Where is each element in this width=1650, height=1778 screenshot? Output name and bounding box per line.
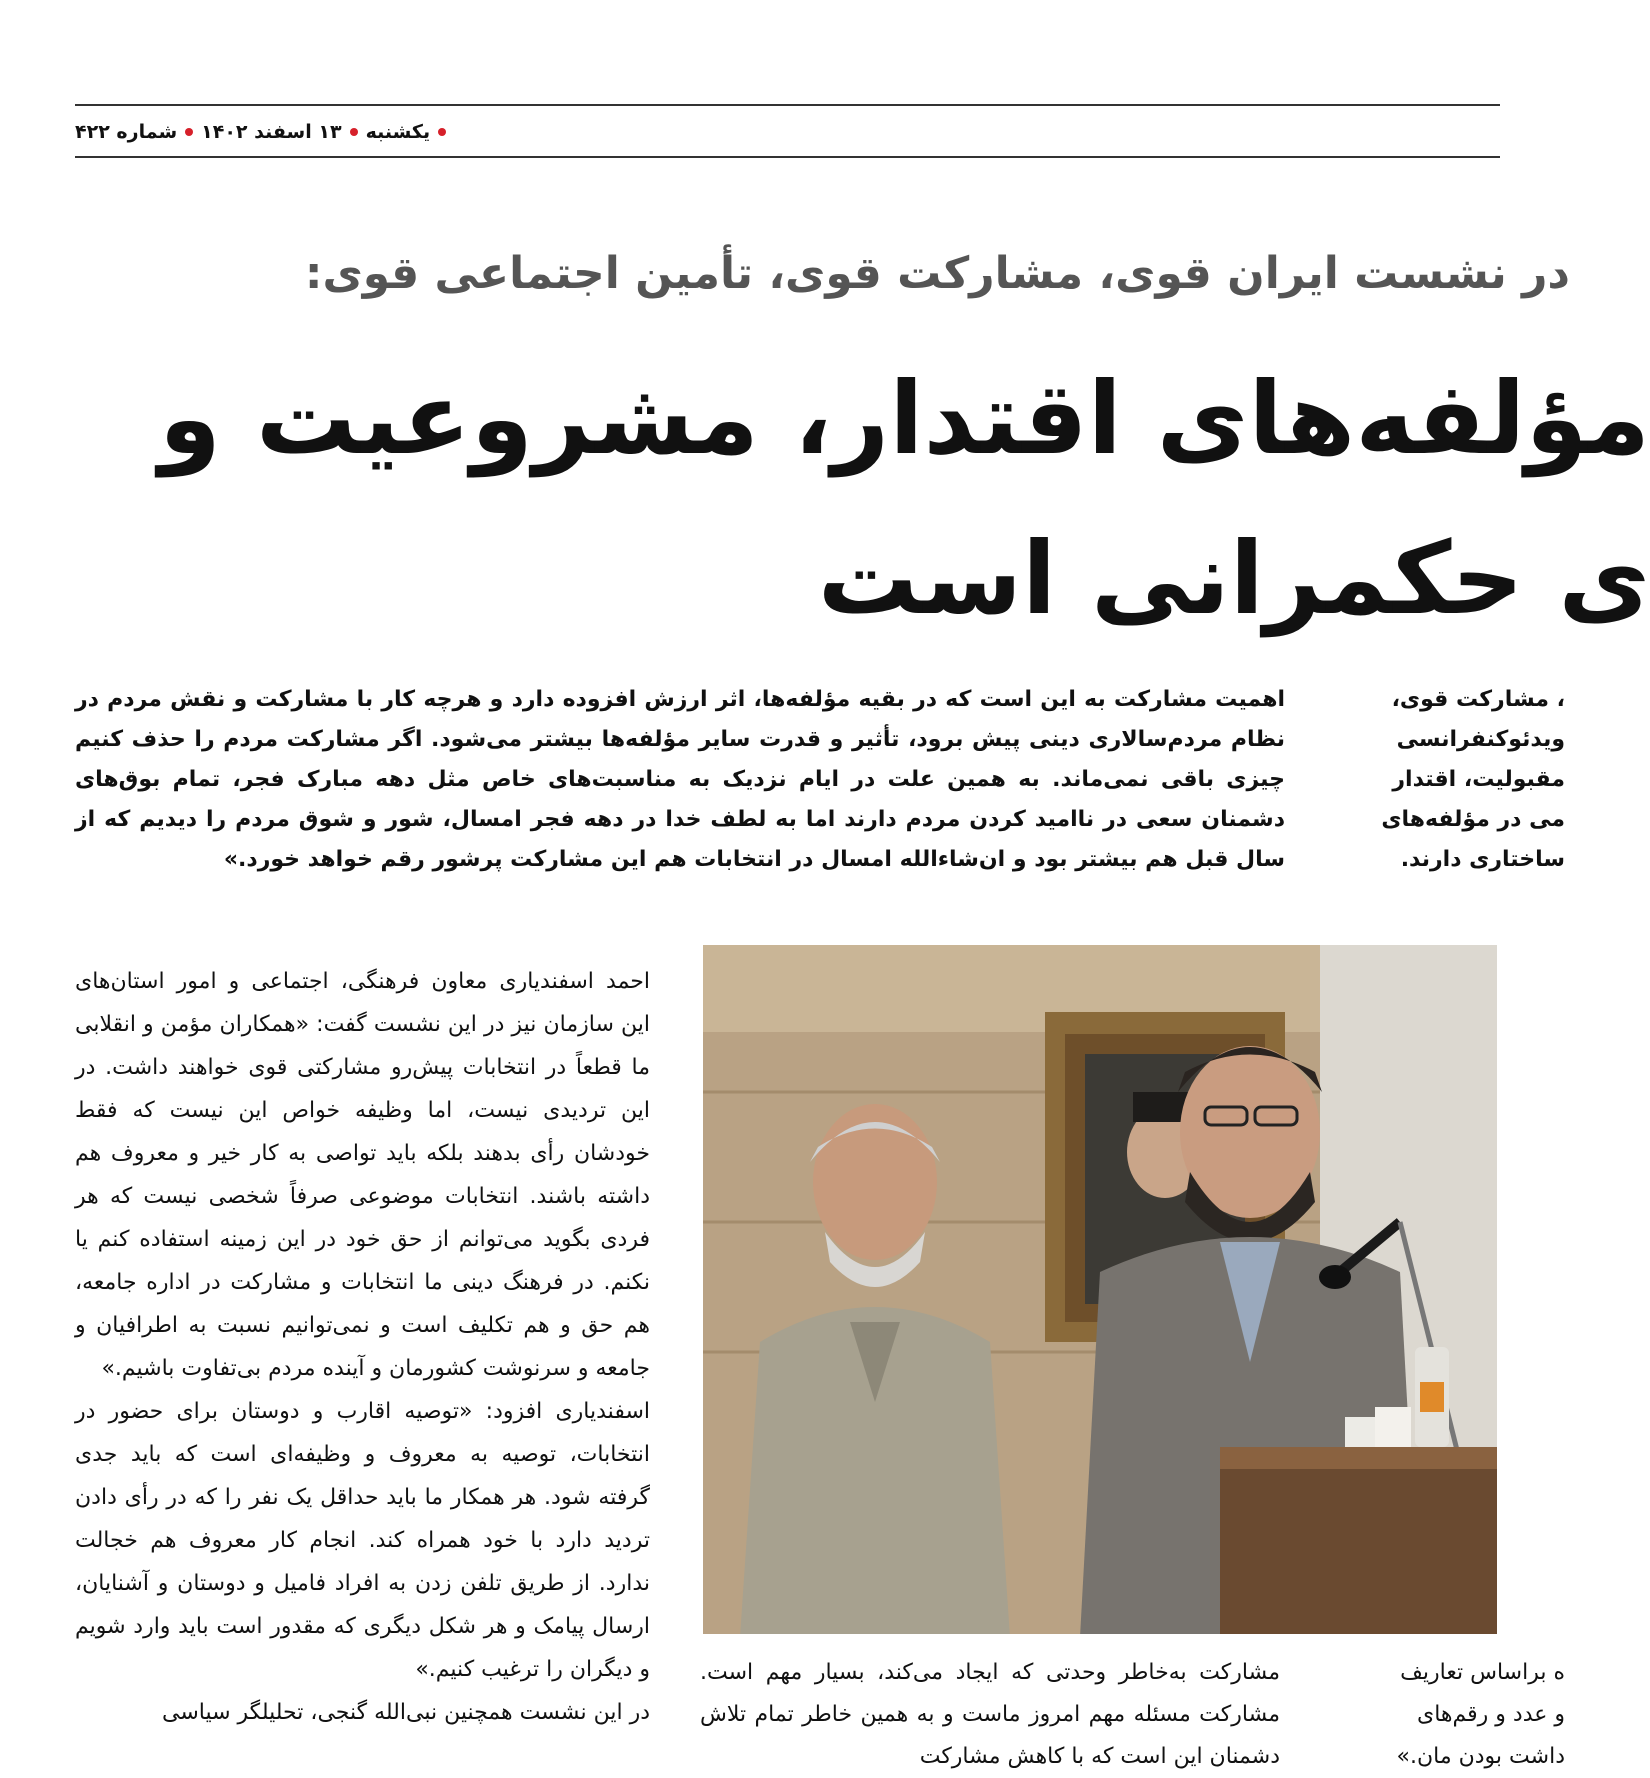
dateline-date: ۱۳ اسفند ۱۴۰۲ bbox=[201, 121, 342, 143]
speaker-photo-illustration bbox=[700, 942, 1500, 1637]
body-paragraph: احمد اسفندیاری معاون فرهنگی، اجتماعی و امور استان‌های این سازمان نیز در این نشست گفت: «همکاران مؤمن و انقلابی ما قطعاً در انتخابات پیش‌رو مشارکتی قوی خواهند داشت. در این تردیدی نیست، اما وظیفه خواص این نیست که فقط خودشان رأی بدهند بلکه باید تواصی به کار خیر و معروف هم داشته باشند. انتخابات موضوعی صرفاً شخصی نیست که هر فردی بگوید می‌توانم از حق خود در این زمینه استفاده کنم یا نکنم. در فرهنگ دینی ما انتخابات و مشارکت در اداره جامعه، هم حق و هم تکلیف است و نمی‌توانیم نسبت به اطرافیان و جامعه و سرنوشت کشورمان و آینده مردم بی‌تفاوت باشیم.» bbox=[75, 969, 650, 1381]
lead-side-line: ، مشارکت قوی، bbox=[1391, 687, 1565, 712]
dateline-day: یکشنبه bbox=[365, 121, 431, 143]
red-bullet-icon bbox=[438, 128, 446, 136]
bottom-side-line: ه براساس تعاریف bbox=[1400, 1660, 1565, 1685]
lead-paragraph: اهمیت مشارکت به این است که در بقیه مؤلفه‌ها، اثر ارزش افزوده دارد و هرچه کار با مشارکت و نقش مردم در نظام مردم‌سالاری دینی پیش برود، تأثیر و قدرت سایر مؤلفه‌ها بیشتر می‌شود. اگر مشارکت مردم را حذف کنیم چیزی باقی نمی‌ماند. به همین علت در ایام نزدیک به مناسبت‌های خاص مثل دهه مبارک فجر، تمام بوق‌های دشمنان سعی در ناامید کردن مردم دارند اما به لطف خدا در دهه فجر امسال، شور و شوق مردم را دیدیم که از سال قبل هم بیشتر بود و ان‌شاءالله امسال در انتخابات هم این مشارکت پرشور رقم خواهد خورد.» bbox=[75, 687, 1285, 872]
body-paragraph: اسفندیاری افزود: «توصیه اقارب و دوستان برای حضور در انتخابات، توصیه به معروف و وظیفه‌ای است که باید جدی گرفته شود. هر همکار ما باید حداقل یک نفر را که در رأی دادن تردید دارد با خود همراه کند. انجام کار معروف هم خجالت ندارد. از طریق تلفن زدن به افراد فامیل و دوستان و آشنایان، ارسال پیامک و هر شکل دیگری که مقدور است باید وارد شویم و دیگران را ترغیب کنیم.» bbox=[75, 1399, 650, 1682]
body-column bbox=[75, 960, 650, 1771]
red-bullet-icon bbox=[350, 128, 358, 136]
red-bullet-icon bbox=[185, 128, 193, 136]
kicker-headline: در نشست ایران قوی، مشارکت قوی، تأمین اجتماعی قوی: bbox=[304, 248, 1570, 299]
dateline bbox=[75, 118, 446, 146]
bottom-side-column bbox=[1325, 1652, 1565, 1771]
lead-side-line: ویدئوکنفرانسی bbox=[1396, 727, 1565, 752]
headline-line-1: مؤلفه‌های اقتدار، مشروعیت و bbox=[158, 360, 1650, 477]
bottom-side-line: و عدد و رقم‌های bbox=[1416, 1702, 1565, 1727]
dateline-rule bbox=[75, 156, 1500, 158]
lead-side-line: مقبولیت، اقتدار bbox=[1392, 767, 1565, 792]
top-rule bbox=[75, 104, 1500, 106]
lead-side-line: ساختاری دارند. bbox=[1400, 847, 1565, 872]
headline-line-2: ی حکمرانی است bbox=[817, 520, 1650, 637]
news-photo bbox=[700, 942, 1500, 1637]
lead-side-line: می در مؤلفه‌های bbox=[1381, 807, 1565, 832]
bottom-middle-column: مشارکت به‌خاطر وحدتی که ایجاد می‌کند، بسیار مهم است. مشارکت مسئله مهم امروز ماست و به همین خاطر تمام تلاش دشمنان این است که با کاهش مشارکت bbox=[700, 1660, 1280, 1769]
body-paragraph: در این نشست همچنین نبی‌الله گنجی، تحلیلگر سیاسی bbox=[162, 1700, 650, 1725]
bottom-side-line: داشت بودن مان.» bbox=[1396, 1744, 1565, 1769]
dateline-issue: شماره ۴۲۲ bbox=[75, 121, 178, 143]
lead-side-column bbox=[1325, 680, 1565, 904]
